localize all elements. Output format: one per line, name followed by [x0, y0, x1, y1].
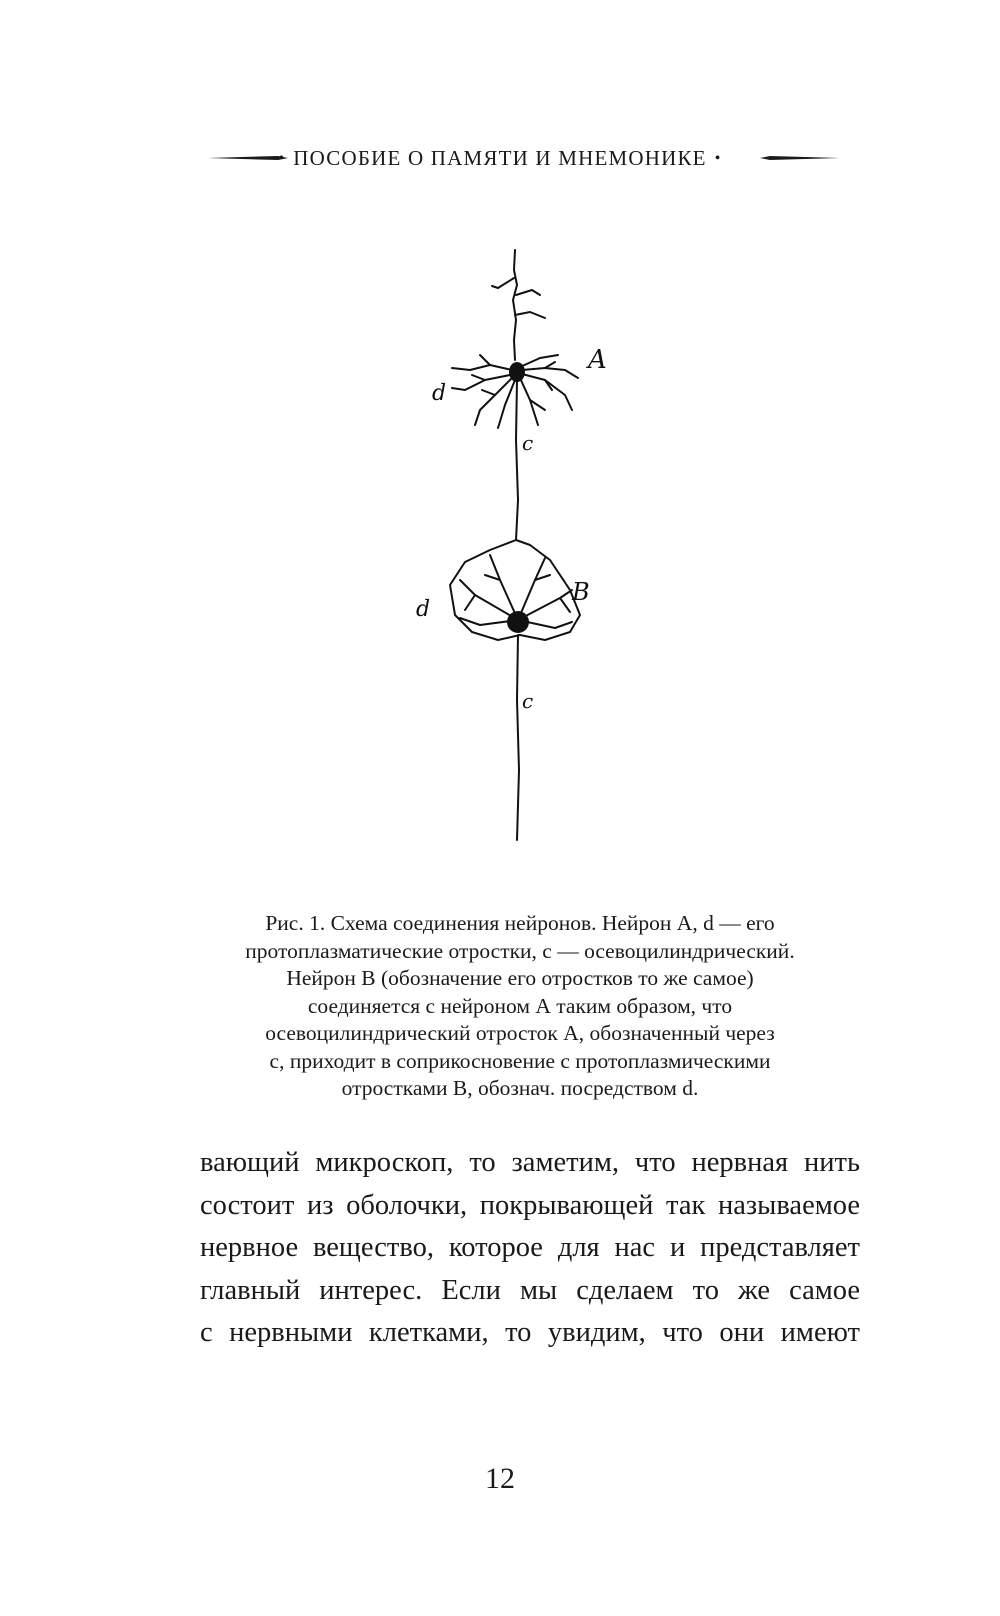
neuron-a-dendrites	[452, 365, 512, 370]
neuron-a-axon	[516, 380, 518, 540]
body-line: главный интерес. Если мы сделаем то же самое	[200, 1274, 860, 1306]
label-d-bottom: d	[416, 597, 431, 622]
caption-line: осевоцилиндрический отросток А, обозначенный через	[265, 1021, 775, 1045]
header-title-text: ПОСОБИЕ О ПАМЯТИ И МНЕМОНИКЕ	[293, 146, 707, 170]
page-number: 12	[485, 1462, 515, 1495]
label-neuron-b: B	[572, 578, 590, 606]
body-line: с нервными клетками, то увидим, что они имеют	[200, 1317, 860, 1348]
caption-line: Рис. 1. Схема соединения нейронов. Нейрон А, d — его	[265, 911, 775, 935]
caption-line: с, приходит в соприкосновение с протоплазмическими	[269, 1048, 771, 1073]
figure-caption	[200, 910, 840, 1103]
body-line: нервное вещество, которое для нас и представляет	[200, 1232, 860, 1263]
neuron-a-apical-dendrite	[513, 250, 517, 360]
running-header-title	[0, 144, 1000, 173]
body-paragraph	[200, 1142, 860, 1355]
neuron-a-soma	[509, 362, 525, 382]
label-c-bottom: c	[522, 689, 534, 713]
caption-line: Нейрон В (обозначение его отростков то же самое)	[286, 966, 754, 990]
body-line: состоит из оболочки, покрывающей так называемое	[200, 1189, 860, 1221]
neuron-b-axon	[517, 635, 519, 840]
header-rule-right	[760, 156, 840, 159]
label-c-top: c	[522, 431, 534, 455]
body-line: вающий микроскоп, то заметим, что нервная нить	[200, 1147, 860, 1178]
caption-line: соединяется с нейроном А таким образом, что	[307, 993, 733, 1018]
caption-line: отростками В, обознач. посредством d.	[341, 1076, 699, 1100]
label-d-top: d	[432, 381, 447, 406]
header-ornament-right: •	[714, 150, 722, 167]
header-ornament-left: •	[278, 150, 286, 167]
neuron-diagram	[380, 240, 680, 890]
caption-line: протоплазматические отростки, c — осевоцилиндрический.	[245, 938, 795, 963]
neuron-b-soma	[507, 611, 529, 633]
running-header	[0, 138, 1000, 178]
label-neuron-a: A	[588, 345, 607, 375]
